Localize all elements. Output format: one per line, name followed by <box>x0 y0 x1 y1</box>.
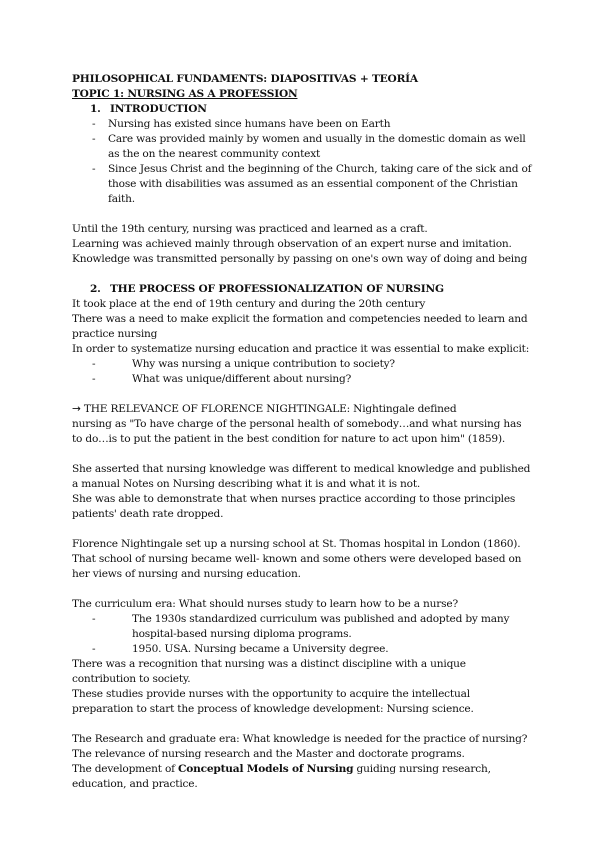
models-post: guiding nursing research, education, and practice. <box>72 763 491 790</box>
list-item: - 1950. USA. Nursing became a University degree. <box>72 642 532 657</box>
paragraph: The relevance of nursing research and the Master and doctorate programs. <box>72 748 465 760</box>
arrow-right-icon: → <box>72 403 81 415</box>
list-item: - What was unique/different about nursing? <box>72 372 532 387</box>
section-1-bullets <box>72 117 532 207</box>
topic-heading: TOPIC 1: NURSING AS A PROFESSION <box>72 88 298 100</box>
section-2-heading <box>90 282 532 297</box>
curriculum-bullets <box>72 612 532 657</box>
paragraph: The Research and graduate era: What knowledge is needed for the practice of nursing? <box>72 733 528 745</box>
document-page <box>72 72 532 792</box>
models-bold: Conceptual Models of Nursing <box>178 763 354 775</box>
nightingale-paragraph <box>72 402 532 417</box>
document-title: PHILOSOPHICAL FUNDAMENTS: DIAPOSITIVAS + TEORÍA <box>72 73 418 85</box>
list-item: - Why was nursing a unique contribution to society? <box>72 357 532 372</box>
section-1-number: 1. <box>90 103 101 115</box>
paragraph: Knowledge was transmitted personally by passing on one's own way of doing and being <box>72 253 528 265</box>
paragraph: Learning was achieved mainly through observation of an expert nurse and imitation. <box>72 238 512 250</box>
paragraph: The curriculum era: What should nurses study to learn how to be a nurse? <box>72 598 458 610</box>
nightingale-lead: THE RELEVANCE OF FLORENCE NIGHTINGALE: Nightingale defined <box>83 403 457 415</box>
list-item: - The 1930s standardized curriculum was published and adopted by many hospital-based nursing diploma programs. <box>72 612 532 642</box>
models-pre: The development of <box>72 763 179 775</box>
list-item: - Care was provided mainly by women and usually in the domestic domain as well as the on the nearest community context <box>72 132 532 162</box>
paragraph: These studies provide nurses with the opportunity to acquire the intellectual preparation to start the process of knowledge development: Nursing science. <box>72 688 474 715</box>
section-1-heading <box>90 102 532 117</box>
list-item: - Since Jesus Christ and the beginning of the Church, taking care of the sick and of those with disabilities was assumed as an essential component of the Christian faith. <box>72 162 532 207</box>
paragraph: She was able to demonstrate that when nurses practice according to those principles patients' death rate dropped. <box>72 493 516 520</box>
paragraph: There was a recognition that nursing was a distinct discipline with a unique contribution to society. <box>72 658 466 685</box>
paragraph: Florence Nightingale set up a nursing school at St. Thomas hospital in London (1860). That school of nursing became well- known and some others were developed based on her views of nursing and nursing education. <box>72 538 522 580</box>
nightingale-quote: nursing as "To have charge of the personal health of somebody…and what nursing has to do…is to put the patient in the best condition for nature to act upon him" (1859). <box>72 418 522 445</box>
paragraph: Until the 19th century, nursing was practiced and learned as a craft. <box>72 223 428 235</box>
section-2-title: THE PROCESS OF PROFESSIONALIZATION OF NURSING <box>110 283 444 295</box>
paragraph: There was a need to make explicit the formation and competencies needed to learn and practice nursing <box>72 313 528 340</box>
section-1-title: INTRODUCTION <box>110 103 207 115</box>
paragraph: In order to systematize nursing education and practice it was essential to make explicit: <box>72 343 530 355</box>
section-2-bullets <box>72 357 532 387</box>
paragraph: She asserted that nursing knowledge was different to medical knowledge and published a manual Notes on Nursing describing what it is and what it is not. <box>72 463 531 490</box>
list-item: - Nursing has existed since humans have been on Earth <box>72 117 532 132</box>
section-2-number: 2. <box>90 283 101 295</box>
models-paragraph <box>72 762 532 792</box>
paragraph: It took place at the end of 19th century and during the 20th century <box>72 298 426 310</box>
